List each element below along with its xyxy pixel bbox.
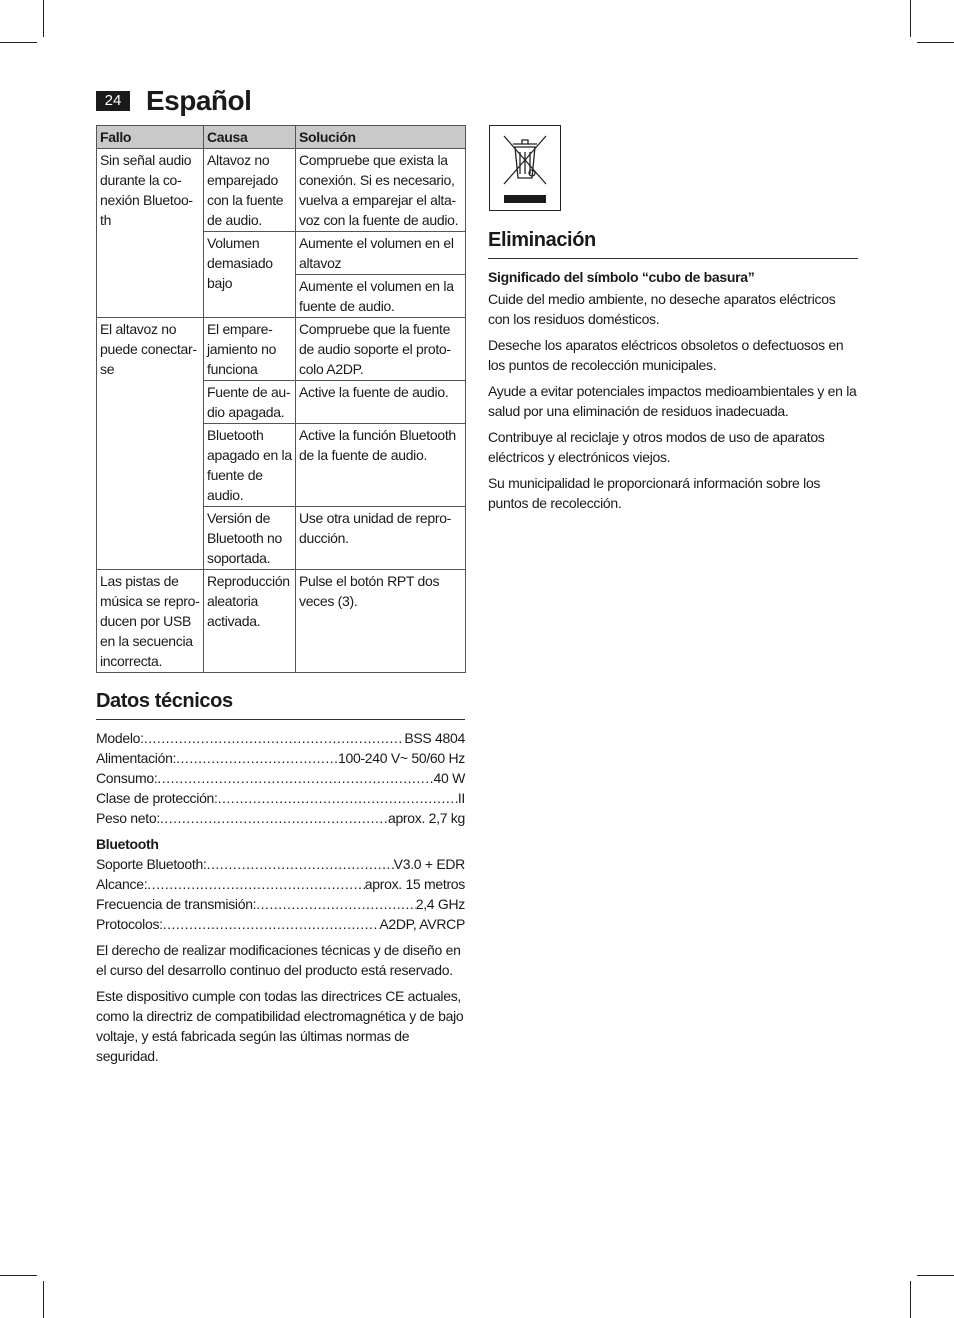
eliminacion-content <box>488 267 858 513</box>
spec-value: 100-240 V~ 50/60 Hz <box>337 750 465 766</box>
crop-mark <box>910 1281 911 1318</box>
solucion-cell: Compruebe que exista la conexión. Si es necesario, vuelva a emparejar el alta-voz con la fuente de audio. <box>296 149 466 232</box>
crop-mark <box>917 42 954 43</box>
crop-mark <box>910 0 911 37</box>
spec-row <box>96 874 465 894</box>
eliminacion-paragraph: Contribuye al reciclaje y otros modos de uso de aparatos eléctricos y electrónicos viejos. <box>488 429 825 465</box>
spec-row <box>96 748 465 768</box>
spec-label: Alcance: <box>96 876 148 892</box>
spec-label: Modelo: <box>96 730 144 746</box>
solucion-cell: Compruebe que la fuente de audio soporte el proto-colo A2DP. <box>296 318 466 381</box>
crop-mark <box>917 1275 954 1276</box>
causa-cell: Bluetooth apagado en la fuente de audio. <box>204 424 296 507</box>
header-fallo: Fallo <box>97 126 204 149</box>
spec-label: Peso neto: <box>96 810 160 826</box>
eliminacion-paragraph: Cuide del medio ambiente, no deseche aparatos eléctricos con los residuos domésticos. <box>488 291 836 327</box>
troubleshooting-table <box>96 125 466 673</box>
spec-value: 40 W <box>433 770 465 786</box>
table-row <box>97 570 466 673</box>
spec-row <box>96 914 465 934</box>
spec-value: aprox. 15 metros <box>364 876 465 892</box>
table-row <box>97 149 466 232</box>
section-title-eliminacion: Eliminación <box>488 229 596 251</box>
bluetooth-subheading: Bluetooth <box>96 836 159 852</box>
spec-label: Protocolos: <box>96 916 163 932</box>
section-divider <box>488 258 858 259</box>
crop-mark <box>43 1281 44 1318</box>
section-divider <box>96 719 465 720</box>
solucion-cell: Use otra unidad de repro-ducción. <box>296 507 466 570</box>
spec-value: BSS 4804 <box>404 730 465 746</box>
spec-row <box>96 894 465 914</box>
section-title-datos: Datos técnicos <box>96 690 233 712</box>
note-paragraph: El derecho de realizar modificaciones técnicas y de diseño en el curso del desarrollo continuo del producto está reservado. <box>96 942 461 978</box>
eliminacion-paragraph: Ayude a evitar potenciales impactos medioambientales y en la salud por una eliminación de residuos inadecuada. <box>488 383 857 419</box>
table-header-row <box>97 126 466 149</box>
causa-cell: Volumen demasiado bajo <box>204 232 296 318</box>
spec-row <box>96 788 465 808</box>
spec-row <box>96 768 465 788</box>
causa-cell: El empare-jamiento no funciona <box>204 318 296 381</box>
page-title: Español <box>146 85 252 116</box>
spec-value: 2,4 GHz <box>415 896 465 912</box>
tech-specs <box>96 728 465 1066</box>
crop-mark <box>0 1275 37 1276</box>
fallo-cell: El altavoz no puede conectar-se <box>97 318 204 570</box>
spec-label: Frecuencia de transmisión: <box>96 896 257 912</box>
crop-mark <box>0 42 37 43</box>
solucion-cell: Active la fuente de audio. <box>296 381 466 424</box>
solucion-cell: Active la función Bluetooth de la fuente de audio. <box>296 424 466 507</box>
spec-value: A2DP, AVRCP <box>379 916 465 932</box>
spec-label: Alimentación: <box>96 750 177 766</box>
causa-cell: Fuente de au-dio apagada. <box>204 381 296 424</box>
spec-value: V3.0 + EDR <box>393 856 465 872</box>
table-row <box>97 318 466 381</box>
causa-cell: Reproducción aleatoria activada. <box>204 570 296 673</box>
spec-label: Clase de protección: <box>96 790 218 806</box>
crossed-bin-icon <box>489 125 561 211</box>
spec-value: II <box>457 790 465 806</box>
eliminacion-paragraph: Deseche los aparatos eléctricos obsoletos o defectuosos en los puntos de recolección municipales. <box>488 337 844 373</box>
eliminacion-subtitle: Significado del símbolo “cubo de basura” <box>488 269 755 285</box>
solucion-cell: Aumente el volumen en el altavoz <box>296 232 466 275</box>
causa-cell: Altavoz no emparejado con la fuente de audio. <box>204 149 296 232</box>
fallo-cell: Sin señal audio durante la co-nexión Bluetoo-th <box>97 149 204 318</box>
causa-cell: Versión de Bluetooth no soportada. <box>204 507 296 570</box>
header-solucion: Solución <box>296 126 466 149</box>
spec-row <box>96 728 465 748</box>
spec-value: aprox. 2,7 kg <box>387 810 465 826</box>
spec-row <box>96 808 465 828</box>
spec-label: Consumo: <box>96 770 158 786</box>
spec-row <box>96 854 465 874</box>
header-causa: Causa <box>204 126 296 149</box>
note-paragraph: Este dispositivo cumple con todas las directrices CE actuales, como la directriz de compatibilidad electromagnética y de bajo voltaje, y está fabricada según las últimas normas de seguridad. <box>96 988 464 1064</box>
solucion-cell: Pulse el botón RPT dos veces (3). <box>296 570 466 673</box>
page-number: 24 <box>96 91 130 111</box>
eliminacion-paragraph: Su municipalidad le proporcionará información sobre los puntos de recolección. <box>488 475 821 511</box>
fallo-cell: Las pistas de música se repro-ducen por USB en la secuencia incorrecta. <box>97 570 204 673</box>
spec-label: Soporte Bluetooth: <box>96 856 207 872</box>
crop-mark <box>43 0 44 37</box>
solucion-cell: Aumente el volumen en la fuente de audio. <box>296 275 466 318</box>
